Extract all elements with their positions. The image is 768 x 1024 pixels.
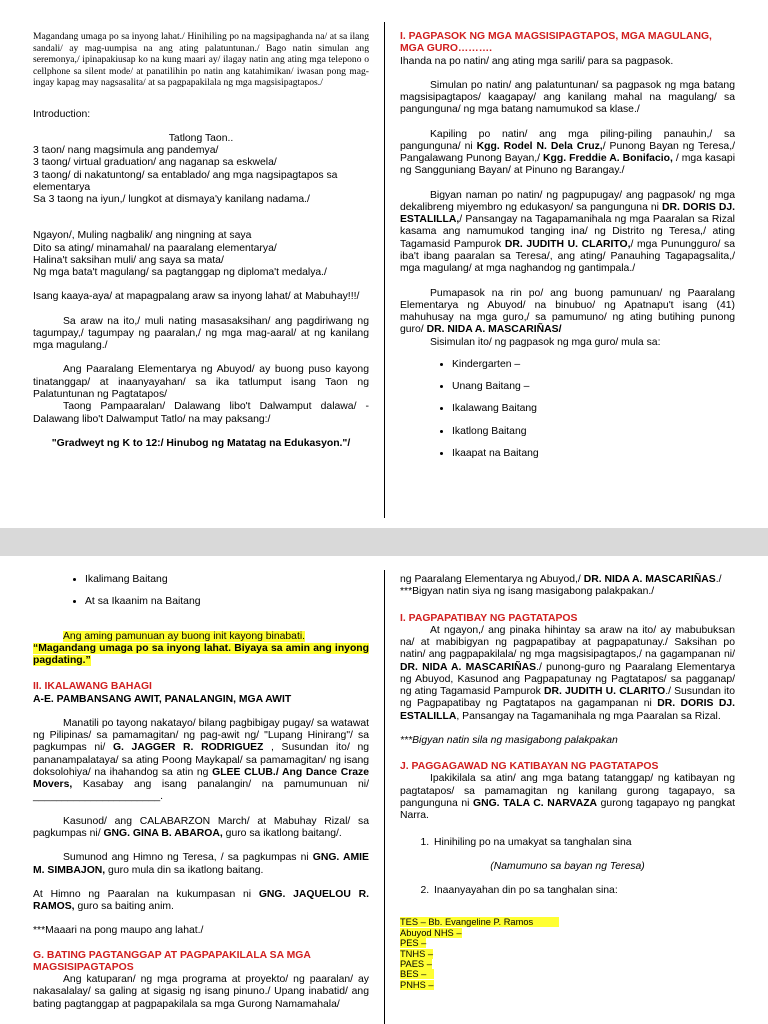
poem-line: Dito sa ating/ minamahal/ na paaralang elementarya/ xyxy=(33,242,277,254)
list-item: BES – xyxy=(400,969,735,979)
paragraph: Sa araw na ito,/ muli nating masasaksihan/ ang pagdiriwang ng tagumpay,/ tagumpay ng paaralan,/ ng mga mag-aaral/ at ng kanilang mga magulang./ xyxy=(33,315,369,352)
paragraph: Sumunod ang Himno ng Teresa, / sa pagkumpas ni GNG. AMIE M. SIMBAJON, guro mula din sa ikatlong baitang. xyxy=(33,852,369,876)
list-item: PAES – xyxy=(400,958,432,969)
grade-list xyxy=(33,574,369,609)
list-item: • At sa Ikaanim na Baitang xyxy=(85,596,369,608)
list-item: PES – xyxy=(400,938,427,949)
section-heading: I. PAGPASOK NG MGA MAGSISIPAGTAPOS, MGA MAGULANG, MGA GURO………. xyxy=(400,31,712,55)
paragraph: Taong Pampaaralan/ Dalawang libo't Dalwamput dalawa/ - Dalawang libo't Dalwamput Tatlo/ na may paksang:/ xyxy=(33,401,369,425)
poem-title: Tatlong Taon.. xyxy=(168,132,234,144)
list-item: • Ikatlong Baitang xyxy=(452,426,735,438)
paragraph: Pumapasok na rin po/ ang buong pamunuan/ ng Paaralang Elementarya ng Abuyod/ na binubuo/ ng Apatnapu't isang (41) mahuhusay na mga guro,/ sa pamumuno/ ng ating butihing punong guro/ DR. NIDA A. MASCARIÑAS/ xyxy=(400,287,735,336)
paragraph: Ihanda na po natin/ ang ating mga sarili/ para sa pagpasok. xyxy=(400,55,674,67)
poem-line: 3 taong/ di nakatuntong/ sa entablado/ ang mga nagsipagtapos sa elementarya xyxy=(33,169,338,193)
section-heading: J. PAGGAGAWAD NG KATIBAYAN NG PAGTATAPOS xyxy=(400,761,659,773)
numbered-list xyxy=(400,837,735,849)
list-item: PNHS – xyxy=(400,979,434,990)
school-list xyxy=(400,917,735,990)
numbered-list xyxy=(400,885,735,897)
instruction-note: ***Maaari na pong maupo ang lahat./ xyxy=(33,925,204,937)
paragraph: Sisimulan ito/ ng pagpasok ng mga guro/ mula sa: xyxy=(430,336,661,348)
paragraph: Kapiling po natin/ ang mga piling-piling panauhin,/ sa pangunguna/ ni Kgg. Rodel N. Dela Cruz,/ Punong Bayan ng Teresa,/ Pangalawang Punong Bayan,/ Kgg. Freddie A. Bonifacio, / mga kasapi ng Sangguniang Bayan/ at Pinuno ng Barangay./ xyxy=(400,128,735,177)
highlighted-greeting: Ang aming pamunuan ay buong init kayong binabati. “Magandang umaga po sa inyong lahat. Biyaya sa amin ang inyong pagdating.” xyxy=(33,630,369,667)
paragraph: Ipakikilala sa atin/ ang mga batang tatanggap/ ng katibayan ng pagtatapos/ sa pamamagitan ng kanilang gurong tagapayo, sa pangunguna ni GNG. TALA C. NARVAZA gurong tagapayo ng pangkat Narra. xyxy=(400,773,735,822)
document-page-2 xyxy=(0,556,768,1024)
paragraph: At Himno ng Paaralan na kukumpasan ni GNG. JAQUELOU R. RAMOS, guro sa baiting anim. xyxy=(33,888,369,913)
paragraph: At ngayon,/ ang pinaka hihintay sa araw na ito/ ay mabubuksan na/ at mabibigyan ng pagpapatibay at pagpapatunay./ Saksihan po natin/ ang pagpapakilala/ ng mga magsisipagtapos,/ na gagampanan ni/ DR. NIDA A. MASCARIÑAS./ punong-guro ng Paaralang Elementarya ng Abuyod, Kasunod ang Pagpapatunay ng Pagtatapos/ sa pagganap/ ng ating Tagamasid Pampurok DR. JUDITH U. CLARITO./ Susundan ito ng Pagpapatibay ng Pagtatapos na gagampanan ni DR. DORIS DJ. ESTALILLA, Pansangay na Tagamanihala ng mga Paaralan sa Rizal. xyxy=(400,624,736,722)
page2-left-column xyxy=(33,574,369,1011)
list-item: Abuyod NHS – xyxy=(400,927,462,938)
list-item: TES – Bb. Evangeline P. Ramos xyxy=(400,917,735,927)
paragraph: Kasunod/ ang CALABARZON March/ at Mabuhay Rizal/ sa pagkumpas ni/ GNG. GINA B. ABAROA, guro sa ikatlong baitang/. xyxy=(33,815,369,839)
section-heading: I. PAGPAPATIBAY NG PAGTATAPOS xyxy=(400,612,578,624)
column-divider xyxy=(384,22,385,518)
section-heading: II. IKALAWANG BAHAGI xyxy=(33,681,152,693)
list-item: • Kindergarten – xyxy=(452,359,735,371)
list-item: • Ikalawang Baitang xyxy=(452,403,735,415)
introduction-label: Introduction: xyxy=(33,108,91,120)
list-item: • Unang Baitang – xyxy=(452,381,735,393)
list-item: • Ikaapat na Baitang xyxy=(452,448,735,460)
grade-list xyxy=(400,359,735,460)
poem-line: Ngayon/, Muling nagbalik/ ang ningning at saya xyxy=(33,230,252,242)
paragraph: Manatili po tayong nakatayo/ bilang pagbibigay pugay/ sa watawat ng Pilipinas/ sa pamamagitan/ ng pag-awit ng/ "Lupang Hinirang"/ sa pagkumpas ni/ G. JAGGER R. RODRIGUEZ , Susundan ito/ ng pananampalataya/ sa ating Poong Maykapal/ sa pamamagitan/ ng isang doksolohiya/ na ihahandog sa atin ng GLEE CLUB./ Ang Dance Craze Movers, Kasabay ang isang panalangin/ na pamumunuan ni/ ______________________. xyxy=(33,717,370,803)
poem-line: 3 taon/ nang magsimula ang pandemya/ xyxy=(33,145,219,157)
instruction-note: ***Bigyan natin siya ng isang masigabong palakpakan./ xyxy=(400,586,655,598)
paragraph: Simulan po natin/ ang palatuntunan/ sa pagpasok ng mga batang magsisipagtapos/ kaagapay/ ang kanilang mahal na magulang/ sa pangunguna/ ng mga batang namumukod sa klase./ xyxy=(400,79,735,116)
section-subheading: A-E. PAMBANSANG AWIT, PANALANGIN, MGA AWIT xyxy=(33,693,292,705)
list-item: 1. Hinihiling po na umakyat sa tanghalan sina xyxy=(432,837,735,849)
list-subnote: (Namumuno sa bayan ng Teresa) xyxy=(490,860,645,872)
poem-line: Halina't saksihan muli/ ang saya sa mata/ xyxy=(33,254,224,266)
paragraph: Ang katuparan/ ng mga programa at proyekto/ ng paaralan/ ay nakasalalay/ sa galing at sigasig ng isang pinuno./ Upang inabatid/ ang bating pagtanggap at pagpapakilala sa mga Gurong Namamahala/ xyxy=(33,974,369,1010)
page1-left-column xyxy=(33,31,369,450)
greeting: Isang kaaya-aya/ at mapagpalang araw sa inyong lahat/ at Mabuhay!!!/ xyxy=(33,291,360,303)
page2-right-column xyxy=(400,574,735,990)
paragraph: Ang Paaralang Elementarya ng Abuyod/ ay buong puso kayong tinatanggap/ at inaanyayahan/ sa ika tatlumput isang Taon ng Palatuntunan ng Pagtatapos/ xyxy=(33,364,369,401)
theme-quote: "Gradweyt ng K to 12:/ Hinubog ng Matatag na Edukasyon."/ xyxy=(51,437,351,449)
intro-notice: Magandang umaga po sa inyong lahat./ Hinihiling po na magsipaghanda na/ at sa ilang sandali/ ay mag-uumpisa na ang ating palatuntunan./ Bago natin simulan ang seremonya,/ ipinapakiusap ko na kung maari ay/ ilagay natin ang ating mga telepono o cellphone sa silent mode/ at panatilihin po natin ang katahimikan/ iwasan pong mag-ingay kapag may nagsasalita/ at sa pagpapakilala ng mga magsisipagtapos./ xyxy=(33,31,369,88)
page1-right-column xyxy=(400,31,735,470)
list-item: TNHS – xyxy=(400,948,434,959)
paragraph: Bigyan naman po natin/ ng pagpupugay/ ang pagpasok/ ng mga dekalibreng miyembro ng edukasyon/ sa pangunguna ni DR. DORIS DJ. ESTALILLA,/ Pansangay na Tagapamanihala ng mga Paaralan sa Rizal kasama ang namumukod tanging ina/ ng Distrito ng Teresa,/ ating Tagamasid Pampurok DR. JUDITH U. CLARITO,/ mga Punungguro/ sa iba't ibang paaralan sa Teresa/, ang ating/ Panauhing Tagapagsalita,/ mga magulang/ at mga naghandog ng gantimpala./ xyxy=(400,189,735,275)
poem-line: Ng mga bata't magulang/ sa pagtanggap ng diploma't medalya./ xyxy=(33,267,327,279)
paragraph: ng Paaralang Elementarya ng Abuyod,/ DR. NIDA A. MASCARIÑAS./ xyxy=(400,574,722,585)
column-divider xyxy=(384,570,385,1024)
poem-line: Sa 3 taong na iyun,/ lungkot at dismaya'y kanilang nadama./ xyxy=(33,194,310,206)
section-heading: G. BATING PAGTANGGAP AT PAGPAPAKILALA SA MGA MAGSISIPAGTAPOS xyxy=(33,949,311,973)
poem-line: 3 taong/ virtual graduation/ ang naganap sa eskwela/ xyxy=(33,157,277,169)
list-item: • Ikalimang Baitang xyxy=(85,574,369,586)
instruction-note: ***Bigyan natin sila ng masigabong palakpakan xyxy=(400,734,618,746)
list-item: 2. Inaanyayahan din po sa tanghalan sina: xyxy=(432,885,735,897)
